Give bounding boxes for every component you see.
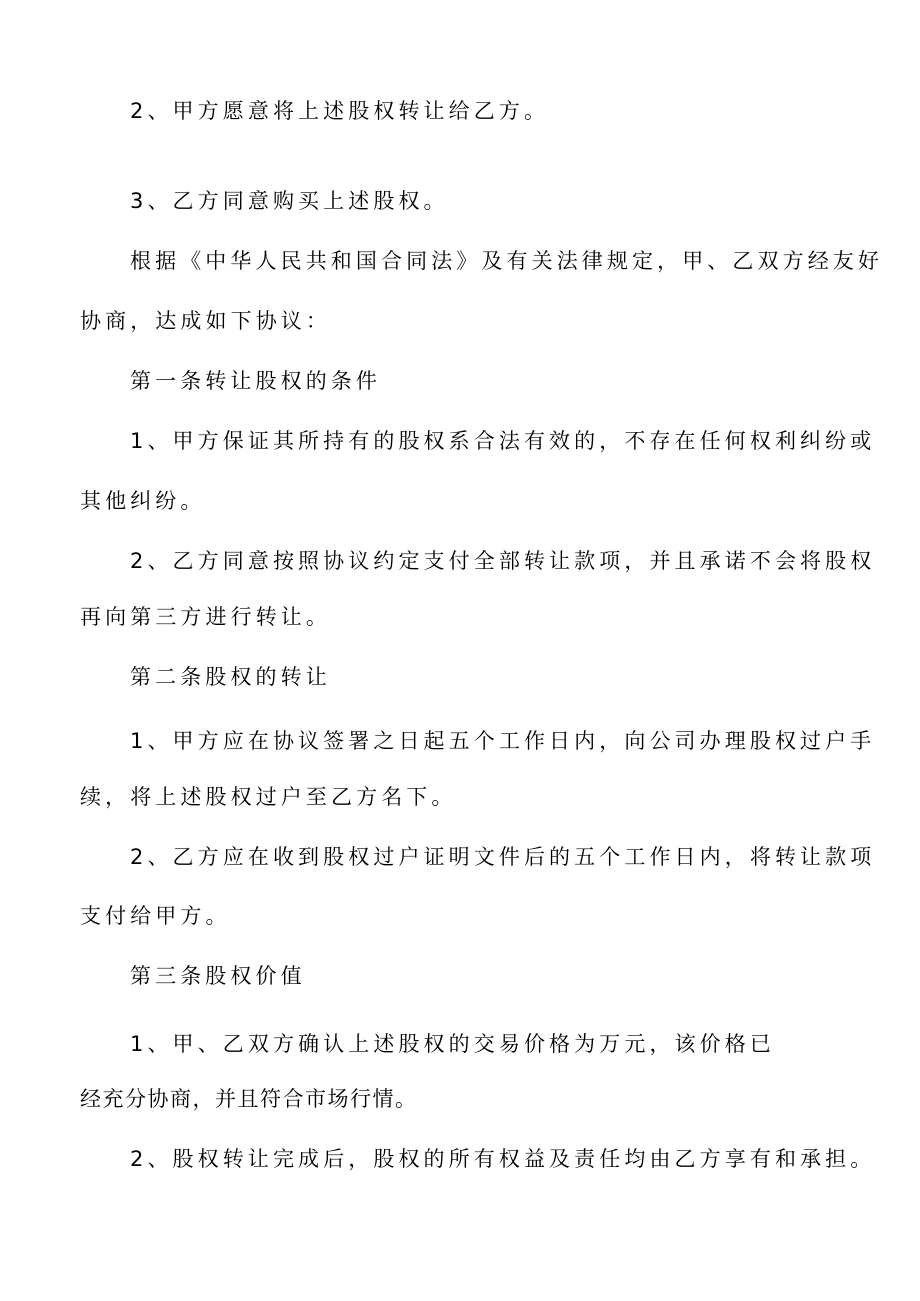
- article-3-item-2: 2、股权转让完成后，股权的所有权益及责任均由乙方享有和承担。: [130, 1147, 876, 1171]
- article-2-item-2-line-1: 2、乙方应在收到股权过户证明文件后的五个工作日内，将转让款项: [130, 845, 876, 869]
- article-3-item-1-line-1: 1、甲、乙双方确认上述股权的交易价格为万元，该价格已: [130, 1032, 775, 1056]
- article-2-item-1-line-1: 1、甲方应在协议签署之日起五个工作日内，向公司办理股权过户手: [130, 729, 876, 753]
- paragraph-basis-line-1: 根据《中华人民共和国合同法》及有关法律规定，甲、乙双方经友好: [130, 249, 883, 273]
- paragraph-basis-line-2: 协商，达成如下协议：: [80, 309, 331, 333]
- article-3-item-1-line-2: 经充分协商，并且符合市场行情。: [80, 1087, 418, 1111]
- article-1-item-1-line-1: 1、甲方保证其所持有的股权系合法有效的，不存在任何权利纠纷或: [130, 429, 876, 453]
- article-2-item-2-line-2: 支付给甲方。: [80, 904, 231, 928]
- article-1-heading: 第一条转让股权的条件: [130, 369, 381, 393]
- article-1-item-2-line-2: 再向第三方进行转让。: [80, 605, 331, 629]
- article-3-heading: 第三条股权价值: [130, 964, 306, 988]
- article-2-heading: 第二条股权的转让: [130, 665, 331, 689]
- article-2-item-1-line-2: 续，将上述股权过户至乙方名下。: [80, 785, 457, 809]
- article-1-item-2-line-1: 2、乙方同意按照协议约定支付全部转让款项，并且承诺不会将股权: [130, 549, 876, 573]
- paragraph-clause-3: 3、乙方同意购买上述股权。: [130, 189, 449, 213]
- paragraph-clause-2: 2、甲方愿意将上述股权转让给乙方。: [130, 99, 550, 123]
- article-1-item-1-line-2: 其他纠纷。: [80, 489, 206, 513]
